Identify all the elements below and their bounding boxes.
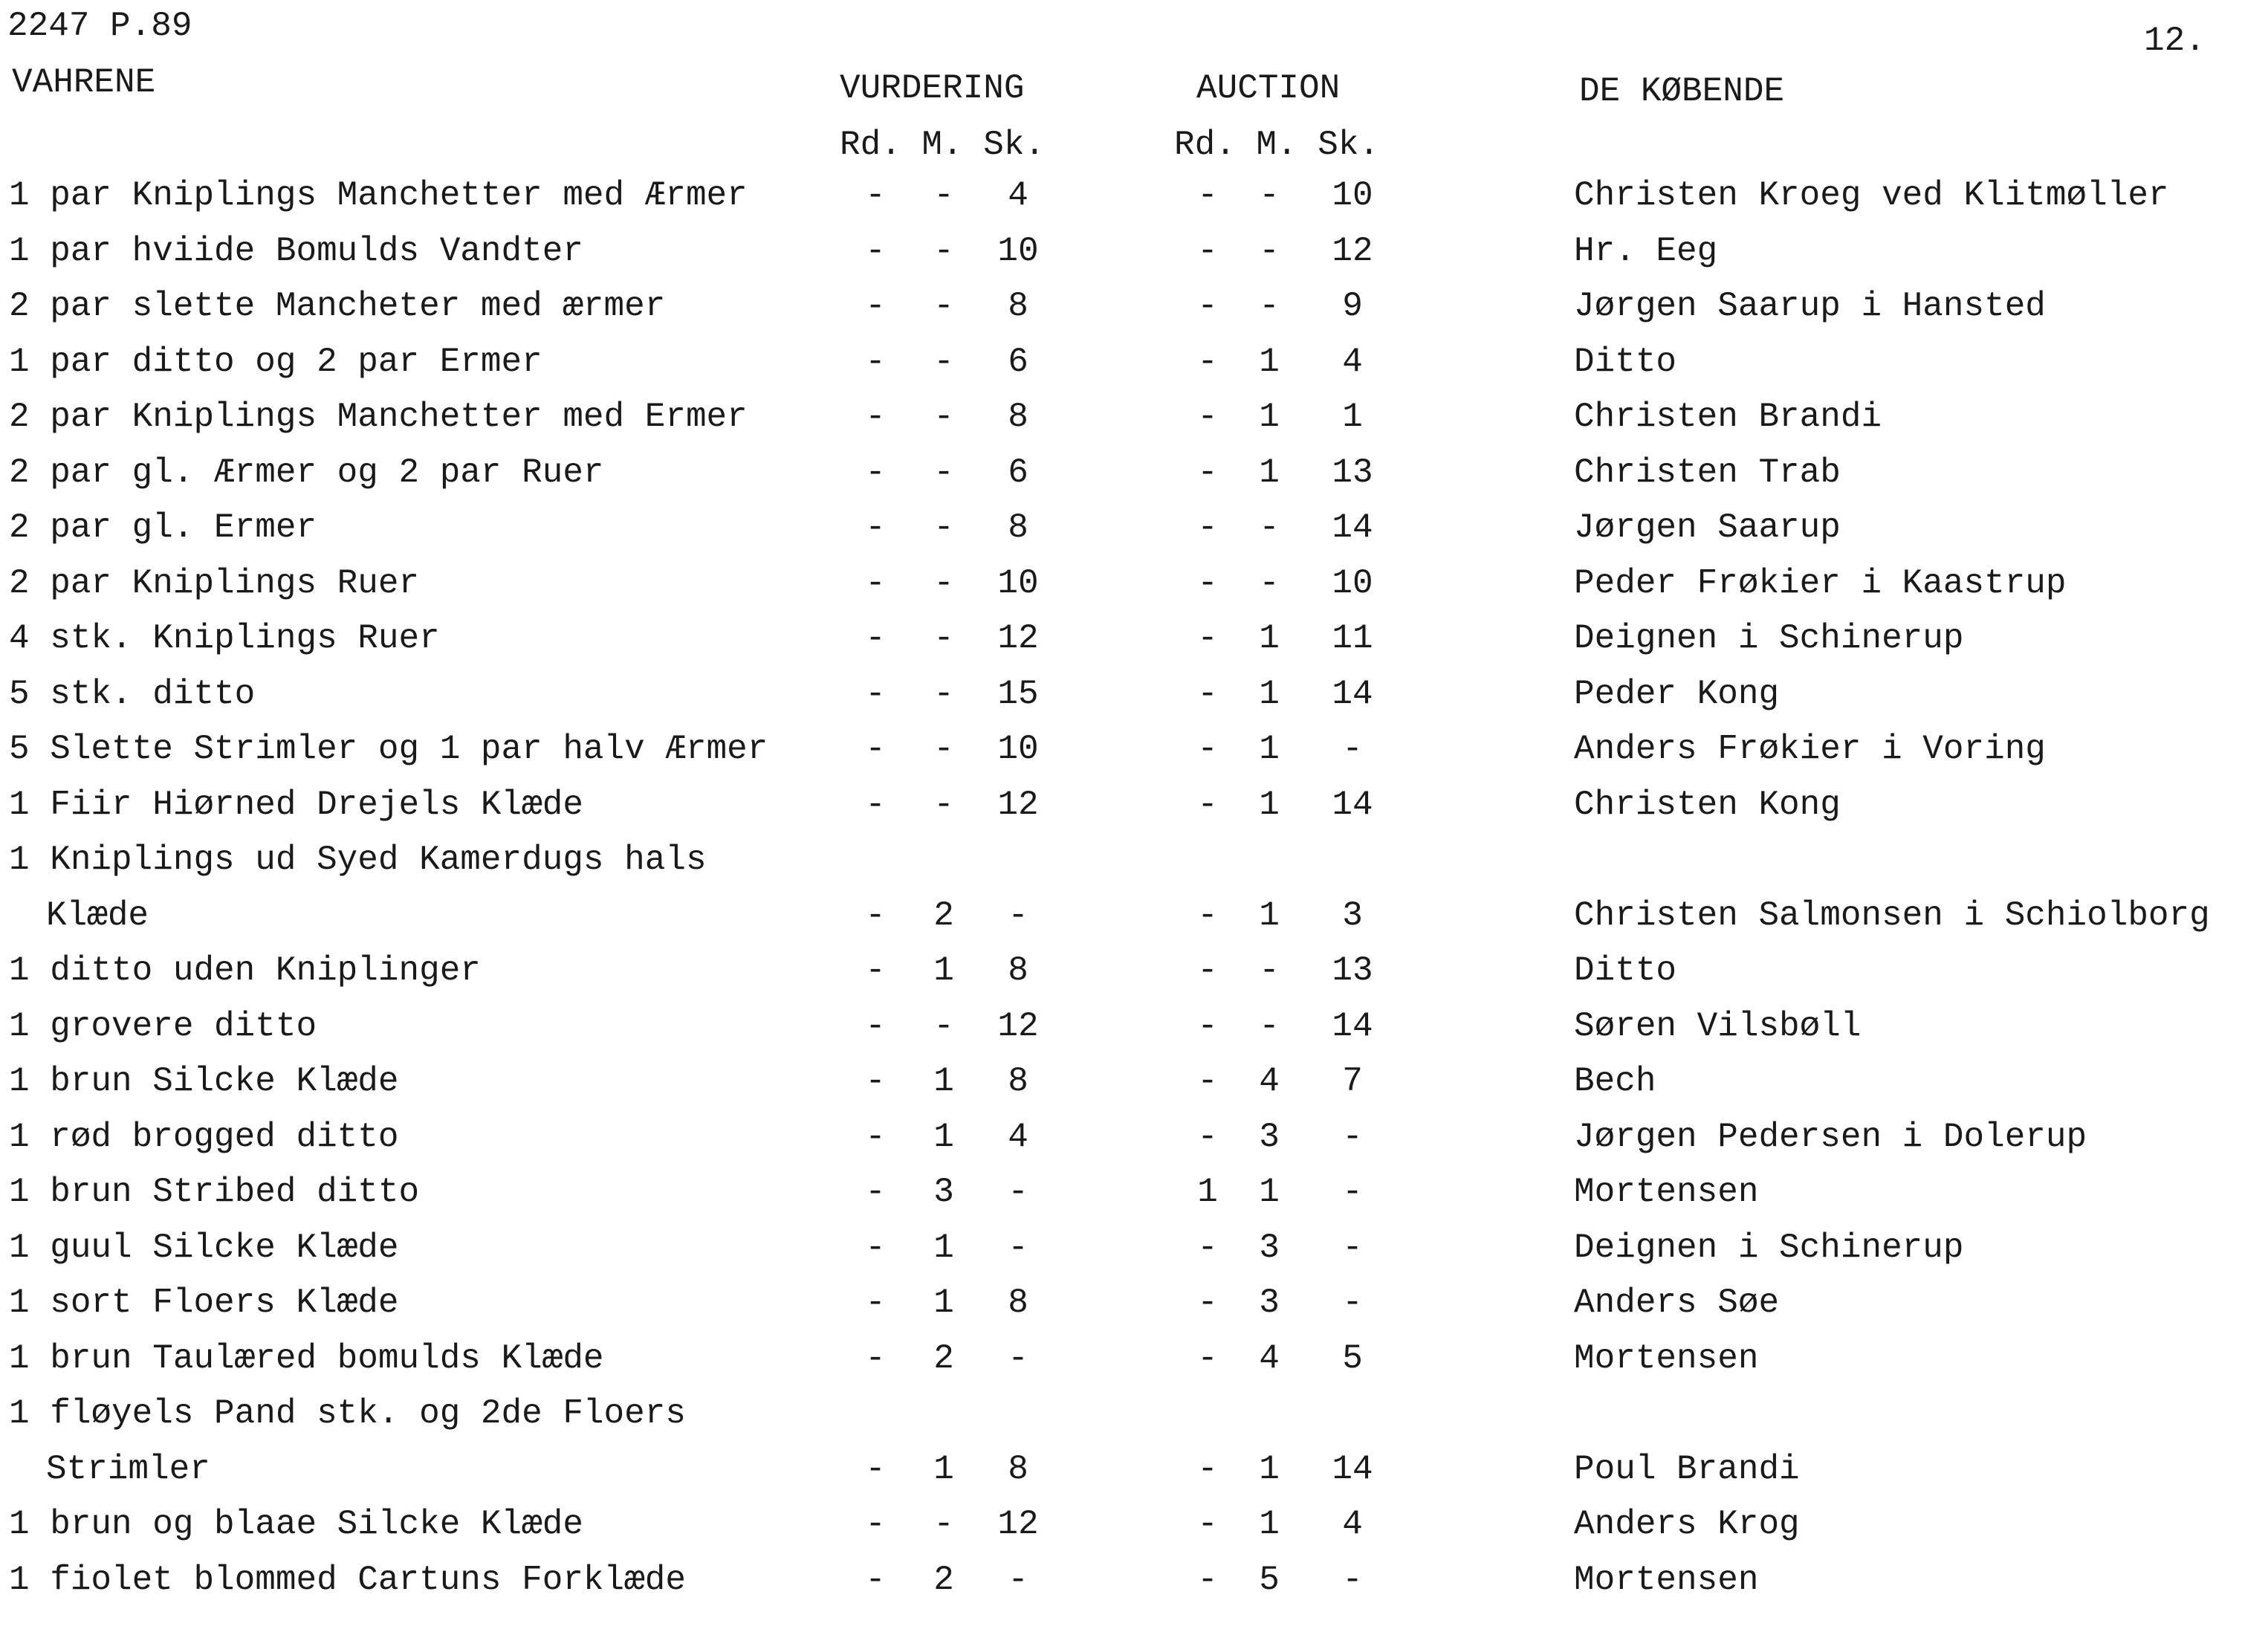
auction-skilling: - (1342, 1173, 1363, 1211)
item-description: 5 stk. ditto (9, 675, 256, 713)
buyer-name: Mortensen (1574, 1339, 1759, 1378)
item-description: 1 brun og blaae Silcke Klæde (9, 1505, 583, 1544)
buyer-name: Christen Brandi (1574, 398, 1882, 436)
buyer-name: Hr. Eeg (1574, 232, 1718, 271)
valuation-mark: 1 (933, 1062, 954, 1101)
valuation-skilling: 12 (997, 786, 1039, 824)
valuation-mark: 1 (933, 1450, 954, 1489)
valuation-rigsdaler: - (865, 508, 886, 547)
buyer-name: Bech (1574, 1062, 1656, 1101)
valuation-skilling: 8 (1008, 1450, 1028, 1489)
valuation-mark: - (933, 786, 954, 824)
auction-rigsdaler: - (1197, 951, 1218, 990)
item-description: 1 fiolet blommed Cartuns Forklæde (9, 1561, 686, 1599)
header-units-valuation: Rd. M. Sk. (840, 126, 1046, 164)
valuation-mark: - (933, 730, 954, 768)
auction-mark: 1 (1259, 1450, 1280, 1489)
auction-skilling: - (1342, 1228, 1363, 1267)
buyer-name: Christen Kong (1574, 786, 1841, 824)
item-description: 1 sort Floers Klæde (9, 1283, 399, 1322)
auction-mark: 1 (1259, 896, 1280, 935)
auction-rigsdaler: - (1197, 1561, 1218, 1599)
valuation-mark: 2 (933, 1561, 954, 1599)
item-description: 1 rød brogged ditto (9, 1118, 399, 1156)
valuation-skilling: 10 (997, 730, 1039, 768)
buyer-name: Peder Kong (1574, 675, 1780, 713)
auction-skilling: 4 (1342, 343, 1363, 381)
buyer-name: Ditto (1574, 951, 1677, 990)
valuation-skilling: 8 (1008, 1283, 1028, 1322)
item-description: 1 par Kniplings Manchetter med Ærmer (9, 176, 748, 215)
auction-mark: 5 (1259, 1561, 1280, 1599)
item-description: 1 grovere ditto (9, 1007, 317, 1046)
valuation-rigsdaler: - (865, 730, 886, 768)
item-description: 1 brun Stribed ditto (9, 1173, 420, 1211)
item-description: 1 par ditto og 2 par Ermer (9, 343, 542, 381)
header-auction: AUCTION (1196, 69, 1341, 108)
buyer-name: Mortensen (1574, 1561, 1759, 1599)
auction-mark: 1 (1259, 675, 1280, 713)
auction-skilling: 7 (1342, 1062, 1363, 1101)
valuation-skilling: - (1008, 1339, 1028, 1378)
item-description: Klæde (46, 896, 149, 935)
archive-reference: 2247 P.89 (7, 7, 192, 45)
valuation-skilling: 8 (1008, 951, 1028, 990)
auction-mark: 1 (1259, 730, 1280, 768)
valuation-skilling: 8 (1008, 398, 1028, 436)
valuation-rigsdaler: - (865, 951, 886, 990)
auction-skilling: 14 (1332, 508, 1373, 547)
buyer-name: Peder Frøkier i Kaastrup (1574, 564, 2067, 603)
auction-rigsdaler: - (1197, 1283, 1218, 1322)
item-description: 2 par Kniplings Manchetter med Ermer (9, 398, 748, 436)
valuation-rigsdaler: - (865, 1339, 886, 1378)
auction-rigsdaler: - (1197, 1505, 1218, 1544)
auction-skilling: 4 (1342, 1505, 1363, 1544)
buyer-name: Ditto (1574, 343, 1677, 381)
auction-mark: 4 (1259, 1339, 1280, 1378)
valuation-mark: 1 (933, 951, 954, 990)
item-description: Strimler (46, 1450, 210, 1489)
valuation-skilling: 4 (1008, 1118, 1028, 1156)
valuation-rigsdaler: - (865, 1173, 886, 1211)
auction-skilling: 13 (1332, 453, 1373, 492)
valuation-mark: - (933, 675, 954, 713)
auction-rigsdaler: - (1197, 1118, 1218, 1156)
buyer-name: Deignen i Schinerup (1574, 1228, 1964, 1267)
valuation-rigsdaler: - (865, 619, 886, 658)
valuation-skilling: - (1008, 1228, 1028, 1267)
valuation-mark: 1 (933, 1283, 954, 1322)
valuation-mark: - (933, 343, 954, 381)
auction-mark: 1 (1259, 1505, 1280, 1544)
valuation-mark: 3 (933, 1173, 954, 1211)
valuation-rigsdaler: - (865, 176, 886, 215)
auction-mark: 3 (1259, 1283, 1280, 1322)
auction-skilling: 12 (1332, 232, 1373, 271)
valuation-skilling: 12 (997, 1007, 1039, 1046)
auction-skilling: 14 (1332, 1007, 1373, 1046)
auction-rigsdaler: - (1197, 232, 1218, 271)
valuation-rigsdaler: - (865, 453, 886, 492)
auction-skilling: 5 (1342, 1339, 1363, 1378)
valuation-rigsdaler: - (865, 343, 886, 381)
valuation-mark: - (933, 453, 954, 492)
buyer-name: Christen Kroeg ved Klitmøller (1574, 176, 2169, 215)
auction-mark: - (1259, 564, 1280, 603)
valuation-mark: - (933, 398, 954, 436)
auction-mark: 1 (1259, 1173, 1280, 1211)
auction-mark: 1 (1259, 453, 1280, 492)
auction-skilling: 3 (1342, 896, 1363, 935)
auction-rigsdaler: - (1197, 287, 1218, 326)
auction-skilling: - (1342, 1118, 1363, 1156)
item-description: 1 brun Silcke Klæde (9, 1062, 399, 1101)
buyer-name: Jørgen Saarup i Hansted (1574, 287, 2046, 326)
auction-rigsdaler: - (1197, 730, 1218, 768)
valuation-skilling: 8 (1008, 508, 1028, 547)
buyer-name: Anders Krog (1574, 1505, 1800, 1544)
valuation-rigsdaler: - (865, 1505, 886, 1544)
item-description: 4 stk. Kniplings Ruer (9, 619, 440, 658)
auction-skilling: 1 (1342, 398, 1363, 436)
valuation-skilling: - (1008, 1173, 1028, 1211)
valuation-skilling: 12 (997, 1505, 1039, 1544)
auction-skilling: - (1342, 1561, 1363, 1599)
valuation-mark: - (933, 1505, 954, 1544)
valuation-mark: - (933, 287, 954, 326)
valuation-mark: - (933, 1007, 954, 1046)
item-description: 1 par hviide Bomulds Vandter (9, 232, 583, 271)
auction-rigsdaler: - (1197, 1450, 1218, 1489)
valuation-mark: - (933, 508, 954, 547)
buyer-name: Anders Søe (1574, 1283, 1780, 1322)
buyer-name: Christen Salmonsen i Schiolborg (1574, 896, 2210, 935)
valuation-skilling: 10 (997, 232, 1039, 271)
buyer-name: Christen Trab (1574, 453, 1841, 492)
valuation-mark: - (933, 232, 954, 271)
buyer-name: Jørgen Saarup (1574, 508, 1841, 547)
auction-rigsdaler: 1 (1197, 1173, 1218, 1211)
auction-mark: 1 (1259, 786, 1280, 824)
valuation-rigsdaler: - (865, 1283, 886, 1322)
item-description: 2 par gl. Ærmer og 2 par Ruer (9, 453, 604, 492)
item-description: 1 ditto uden Kniplinger (9, 951, 481, 990)
auction-rigsdaler: - (1197, 564, 1218, 603)
auction-mark: 1 (1259, 343, 1280, 381)
item-description: 2 par Kniplings Ruer (9, 564, 420, 603)
valuation-skilling: 12 (997, 619, 1039, 658)
valuation-rigsdaler: - (865, 1118, 886, 1156)
buyer-name: Deignen i Schinerup (1574, 619, 1964, 658)
valuation-skilling: - (1008, 1561, 1028, 1599)
item-description: 1 brun Taulæred bomulds Klæde (9, 1339, 604, 1378)
auction-mark: - (1259, 951, 1280, 990)
valuation-rigsdaler: - (865, 1228, 886, 1267)
valuation-mark: 1 (933, 1118, 954, 1156)
auction-rigsdaler: - (1197, 675, 1218, 713)
auction-rigsdaler: - (1197, 896, 1218, 935)
valuation-mark: - (933, 619, 954, 658)
auction-skilling: 14 (1332, 1450, 1373, 1489)
valuation-mark: 1 (933, 1228, 954, 1267)
valuation-skilling: 6 (1008, 343, 1028, 381)
auction-skilling: - (1342, 730, 1363, 768)
auction-rigsdaler: - (1197, 398, 1218, 436)
auction-mark: - (1259, 232, 1280, 271)
auction-rigsdaler: - (1197, 619, 1218, 658)
valuation-rigsdaler: - (865, 1561, 886, 1599)
valuation-rigsdaler: - (865, 1450, 886, 1489)
auction-mark: - (1259, 176, 1280, 215)
valuation-rigsdaler: - (865, 232, 886, 271)
auction-mark: - (1259, 508, 1280, 547)
auction-skilling: 9 (1342, 287, 1363, 326)
auction-skilling: 13 (1332, 951, 1373, 990)
valuation-rigsdaler: - (865, 1062, 886, 1101)
header-valuation: VURDERING (840, 69, 1025, 108)
valuation-skilling: - (1008, 896, 1028, 935)
auction-skilling: 11 (1332, 619, 1373, 658)
item-description: 5 Slette Strimler og 1 par halv Ærmer (9, 730, 768, 768)
valuation-skilling: 15 (997, 675, 1039, 713)
auction-rigsdaler: - (1197, 453, 1218, 492)
auction-rigsdaler: - (1197, 176, 1218, 215)
buyer-name: Jørgen Pedersen i Dolerup (1574, 1118, 2087, 1156)
auction-mark: - (1259, 287, 1280, 326)
auction-rigsdaler: - (1197, 1062, 1218, 1101)
valuation-mark: 2 (933, 896, 954, 935)
auction-rigsdaler: - (1197, 508, 1218, 547)
auction-rigsdaler: - (1197, 786, 1218, 824)
item-description: 2 par slette Mancheter med ærmer (9, 287, 666, 326)
header-goods: VAHRENE (12, 63, 156, 102)
auction-rigsdaler: - (1197, 1228, 1218, 1267)
header-units-auction: Rd. M. Sk. (1174, 126, 1380, 164)
valuation-mark: 2 (933, 1339, 954, 1378)
valuation-rigsdaler: - (865, 896, 886, 935)
valuation-rigsdaler: - (865, 675, 886, 713)
auction-rigsdaler: - (1197, 1339, 1218, 1378)
valuation-rigsdaler: - (865, 1007, 886, 1046)
auction-skilling: 10 (1332, 176, 1373, 215)
item-description: 1 fløyels Pand stk. og 2de Floers (9, 1394, 686, 1433)
valuation-skilling: 4 (1008, 176, 1028, 215)
auction-mark: 3 (1259, 1118, 1280, 1156)
item-description: 1 Kniplings ud Syed Kamerdugs hals (9, 841, 707, 879)
auction-skilling: 14 (1332, 786, 1373, 824)
valuation-rigsdaler: - (865, 564, 886, 603)
valuation-rigsdaler: - (865, 786, 886, 824)
auction-mark: - (1259, 1007, 1280, 1046)
auction-skilling: 10 (1332, 564, 1373, 603)
buyer-name: Anders Frøkier i Voring (1574, 730, 2046, 768)
item-description: 1 guul Silcke Klæde (9, 1228, 399, 1267)
valuation-skilling: 10 (997, 564, 1039, 603)
buyer-name: Poul Brandi (1574, 1450, 1800, 1489)
buyer-name: Mortensen (1574, 1173, 1759, 1211)
valuation-skilling: 6 (1008, 453, 1028, 492)
valuation-mark: - (933, 564, 954, 603)
auction-mark: 1 (1259, 619, 1280, 658)
valuation-mark: - (933, 176, 954, 215)
auction-rigsdaler: - (1197, 343, 1218, 381)
auction-mark: 3 (1259, 1228, 1280, 1267)
auction-rigsdaler: - (1197, 1007, 1218, 1046)
buyer-name: Søren Vilsbøll (1574, 1007, 1862, 1046)
item-description: 1 Fiir Hiørned Drejels Klæde (9, 786, 583, 824)
header-buyers: DE KØBENDE (1579, 72, 1785, 111)
valuation-rigsdaler: - (865, 398, 886, 436)
page-number: 12. (2144, 22, 2206, 60)
item-description: 2 par gl. Ermer (9, 508, 317, 547)
valuation-skilling: 8 (1008, 287, 1028, 326)
auction-mark: 1 (1259, 398, 1280, 436)
auction-skilling: - (1342, 1283, 1363, 1322)
valuation-rigsdaler: - (865, 287, 886, 326)
valuation-skilling: 8 (1008, 1062, 1028, 1101)
auction-mark: 4 (1259, 1062, 1280, 1101)
auction-skilling: 14 (1332, 675, 1373, 713)
